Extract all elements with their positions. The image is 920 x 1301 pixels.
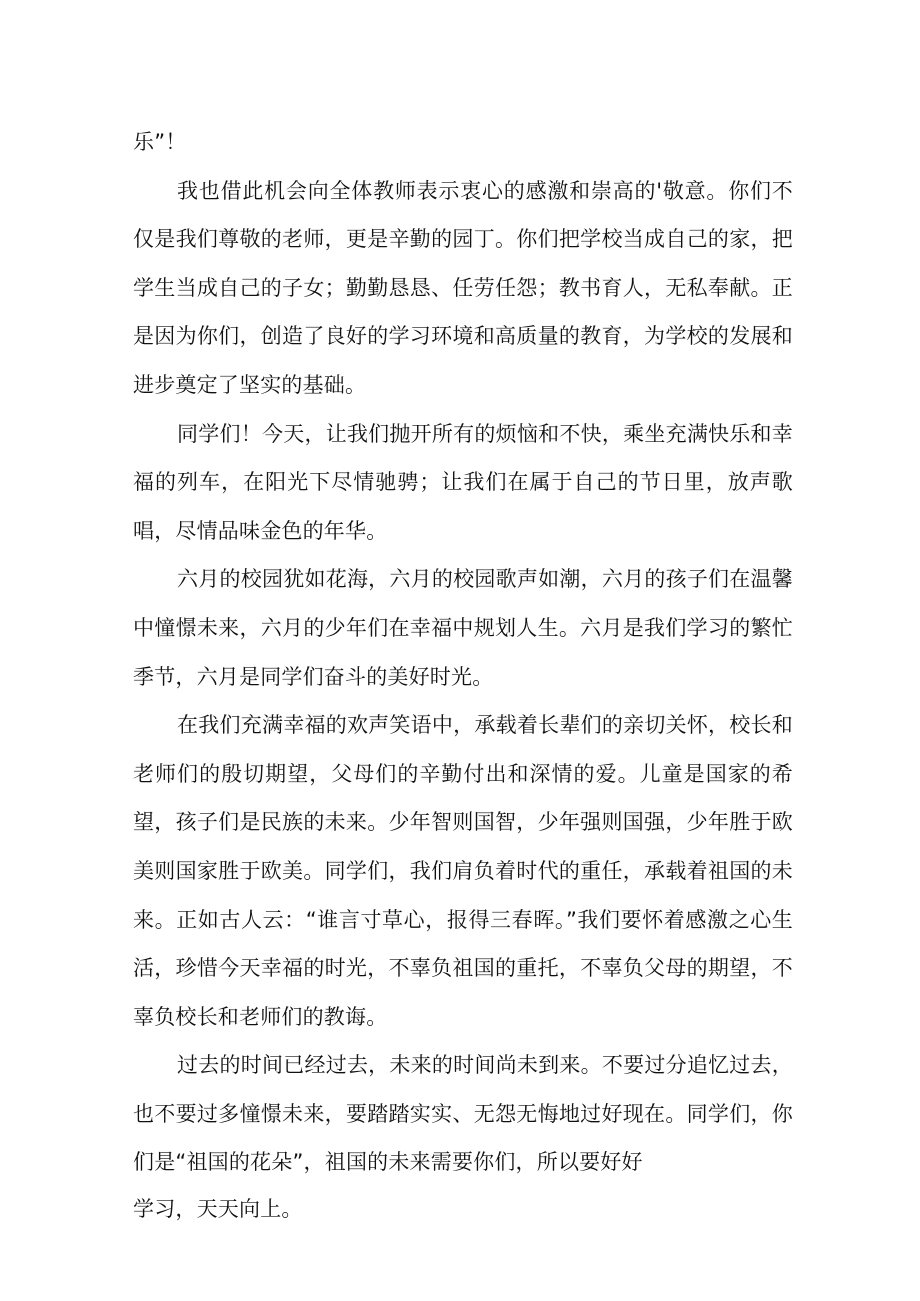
- paragraph-future-hope: 在我们充满幸福的欢声笑语中，承载着长辈们的亲切关怀，校长和老师们的殷切期望，父母们的辛勤付出和深情的爱。儿童是国家的希望，孩子们是民族的未来。少年智则国智，少年强则国强，少年胜于欧美则国家胜于欧美。同学们，我们肩负着时代的重任，承载着祖国的未来。正如古人云：“谁言寸草心，报得三春晖。”我们要怀着感激之心生活，珍惜今天幸福的时光，不辜负祖国的重托，不辜负父母的期望，不辜负校长和老师们的教诲。: [133, 713, 793, 1029]
- paragraph-closing: 学习，天天向上。: [133, 1197, 303, 1222]
- paragraph-live-present: 过去的时间已经过去，未来的时间尚未到来。不要过分追忆过去，也不要过多憧憬未来，要踏踏实实、无怨无悔地过好现在。同学们，你们是“祖国的花朵”，祖国的未来需要你们，所以要好好: [133, 1053, 793, 1175]
- paragraph-students-celebrate: 同学们！今天，让我们抛开所有的烦恼和不快，乘坐充满快乐和幸福的列车，在阳光下尽情驰骋；让我们在属于自己的节日里，放声歌唱，尽情品味金色的年华。: [133, 421, 793, 543]
- paragraph-teacher-thanks: 我也借此机会向全体教师表示衷心的感激和崇高的'敬意。你们不仅是我们尊敬的老师，更是辛勤的园丁。你们把学校当成自己的家，把学生当成自己的子女；勤勤恳恳、任劳任怨；教书育人，无私奉献。正是因为你们，创造了良好的学习环境和高质量的教育，为学校的发展和进步奠定了坚实的基础。: [133, 178, 793, 397]
- paragraph-continuation: 乐”！: [133, 130, 187, 154]
- document-body: [133, 118, 793, 1231]
- paragraph-june-campus: 六月的校园犹如花海，六月的校园歌声如潮，六月的孩子们在温馨中憧憬未来，六月的少年们在幸福中规划人生。六月是我们学习的繁忙季节，六月是同学们奋斗的美好时光。: [133, 567, 793, 689]
